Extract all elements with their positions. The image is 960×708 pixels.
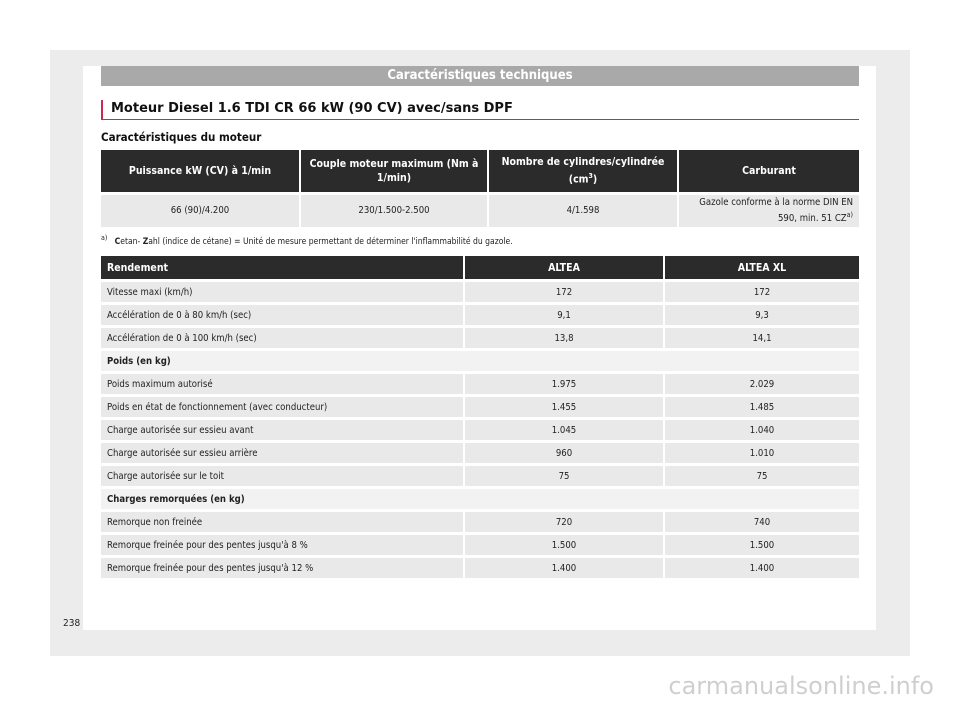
row-label: Vitesse maxi (km/h): [101, 279, 463, 302]
engine-header-torque: Couple moteur maximum (Nm à 1/min): [301, 150, 487, 192]
row-label: Remorque non freinée: [101, 509, 463, 532]
row-label: Charge autorisée sur essieu arrière: [101, 440, 463, 463]
row-value-altea: 9,1: [465, 302, 663, 325]
row-value-altea: 1.500: [465, 532, 663, 555]
row-value-altea: 720: [465, 509, 663, 532]
perf-header-altea-xl: ALTEA XL: [665, 256, 859, 279]
watermark: carmanualsonline.info: [668, 672, 934, 700]
row-value-altea: 1.975: [465, 371, 663, 394]
performance-body: [101, 279, 859, 578]
row-value-altea-xl: 1.500: [665, 532, 859, 555]
chapter-header: Caractéristiques techniques: [101, 66, 859, 86]
row-label: Poids en état de fonctionnement (avec conducteur): [101, 394, 463, 417]
table-row: [101, 279, 859, 302]
table-row: [101, 325, 859, 348]
engine-header-cylinders: [489, 150, 677, 192]
engine-header-cylinders-text: Nombre de cylindres/cylindrée (cm: [501, 156, 665, 186]
perf-header-label: Rendement: [101, 256, 463, 279]
row-value-altea: 75: [465, 463, 663, 486]
row-value-altea-xl: 14,1: [665, 325, 859, 348]
row-value-altea-xl: 172: [665, 279, 859, 302]
row-value-altea-xl: 2.029: [665, 371, 859, 394]
engine-cell-cylinders: 4/1.598: [489, 192, 677, 227]
row-label: Remorque freinée pour des pentes jusqu'à 8 %: [101, 532, 463, 555]
engine-header-fuel: Carburant: [679, 150, 859, 192]
table-row: [101, 302, 859, 325]
row-value-altea: 13,8: [465, 325, 663, 348]
row-value-altea-xl: 1.400: [665, 555, 859, 578]
table-row: [101, 509, 859, 532]
footnote-part1: etan-: [120, 236, 143, 247]
page-number: 238: [63, 618, 81, 629]
engine-cell-fuel-sup: a): [846, 210, 853, 219]
table-row: [101, 417, 859, 440]
row-value-altea: 1.400: [465, 555, 663, 578]
row-value-altea-xl: 75: [665, 463, 859, 486]
row-label: Charge autorisée sur essieu avant: [101, 417, 463, 440]
table-row: [101, 463, 859, 486]
row-value-altea: 172: [465, 279, 663, 302]
footnote-part2: ahl (indice de cétane) = Unité de mesure permettant de déterminer l'inflammabilité du gazole.: [148, 236, 513, 247]
row-label: Accélération de 0 à 100 km/h (sec): [101, 325, 463, 348]
section-title: Moteur Diesel 1.6 TDI CR 66 kW (90 CV) avec/sans DPF: [101, 100, 859, 120]
engine-subtitle: Caractéristiques du moteur: [101, 130, 262, 144]
section-label: Poids (en kg): [101, 348, 859, 371]
performance-table: [99, 256, 861, 578]
row-value-altea-xl: 1.010: [665, 440, 859, 463]
engine-header-cylinders-close: ): [592, 173, 598, 186]
row-value-altea-xl: 9,3: [665, 302, 859, 325]
table-row: [101, 394, 859, 417]
table-row: [101, 371, 859, 394]
row-value-altea: 1.455: [465, 394, 663, 417]
table-row: [101, 555, 859, 578]
row-value-altea-xl: 740: [665, 509, 859, 532]
table-row: [101, 440, 859, 463]
engine-cell-fuel: [679, 192, 859, 227]
table-section-row: [101, 486, 859, 509]
engine-cell-fuel-text: Gazole conforme à la norme DIN EN 590, min. 51 CZ: [699, 196, 853, 225]
engine-cell-torque: 230/1.500-2.500: [301, 192, 487, 227]
footnote-c: C: [114, 236, 121, 247]
engine-header-power: Puissance kW (CV) à 1/min: [101, 150, 299, 192]
footnote-z: Z: [142, 236, 149, 247]
perf-header-altea: ALTEA: [465, 256, 663, 279]
engine-header-cylinders-sup: 3: [588, 172, 593, 181]
row-value-altea-xl: 1.485: [665, 394, 859, 417]
table-row: [101, 532, 859, 555]
engine-table: [99, 150, 861, 227]
engine-cell-power: 66 (90)/4.200: [101, 192, 299, 227]
row-label: Accélération de 0 à 80 km/h (sec): [101, 302, 463, 325]
footnote-marker: a): [101, 234, 108, 242]
row-value-altea: 960: [465, 440, 663, 463]
row-value-altea: 1.045: [465, 417, 663, 440]
row-label: Remorque freinée pour des pentes jusqu'à 12 %: [101, 555, 463, 578]
section-label: Charges remorquées (en kg): [101, 486, 859, 509]
table-section-row: [101, 348, 859, 371]
row-label: Poids maximum autorisé: [101, 371, 463, 394]
row-label: Charge autorisée sur le toit: [101, 463, 463, 486]
row-value-altea-xl: 1.040: [665, 417, 859, 440]
footnote: [101, 234, 513, 247]
